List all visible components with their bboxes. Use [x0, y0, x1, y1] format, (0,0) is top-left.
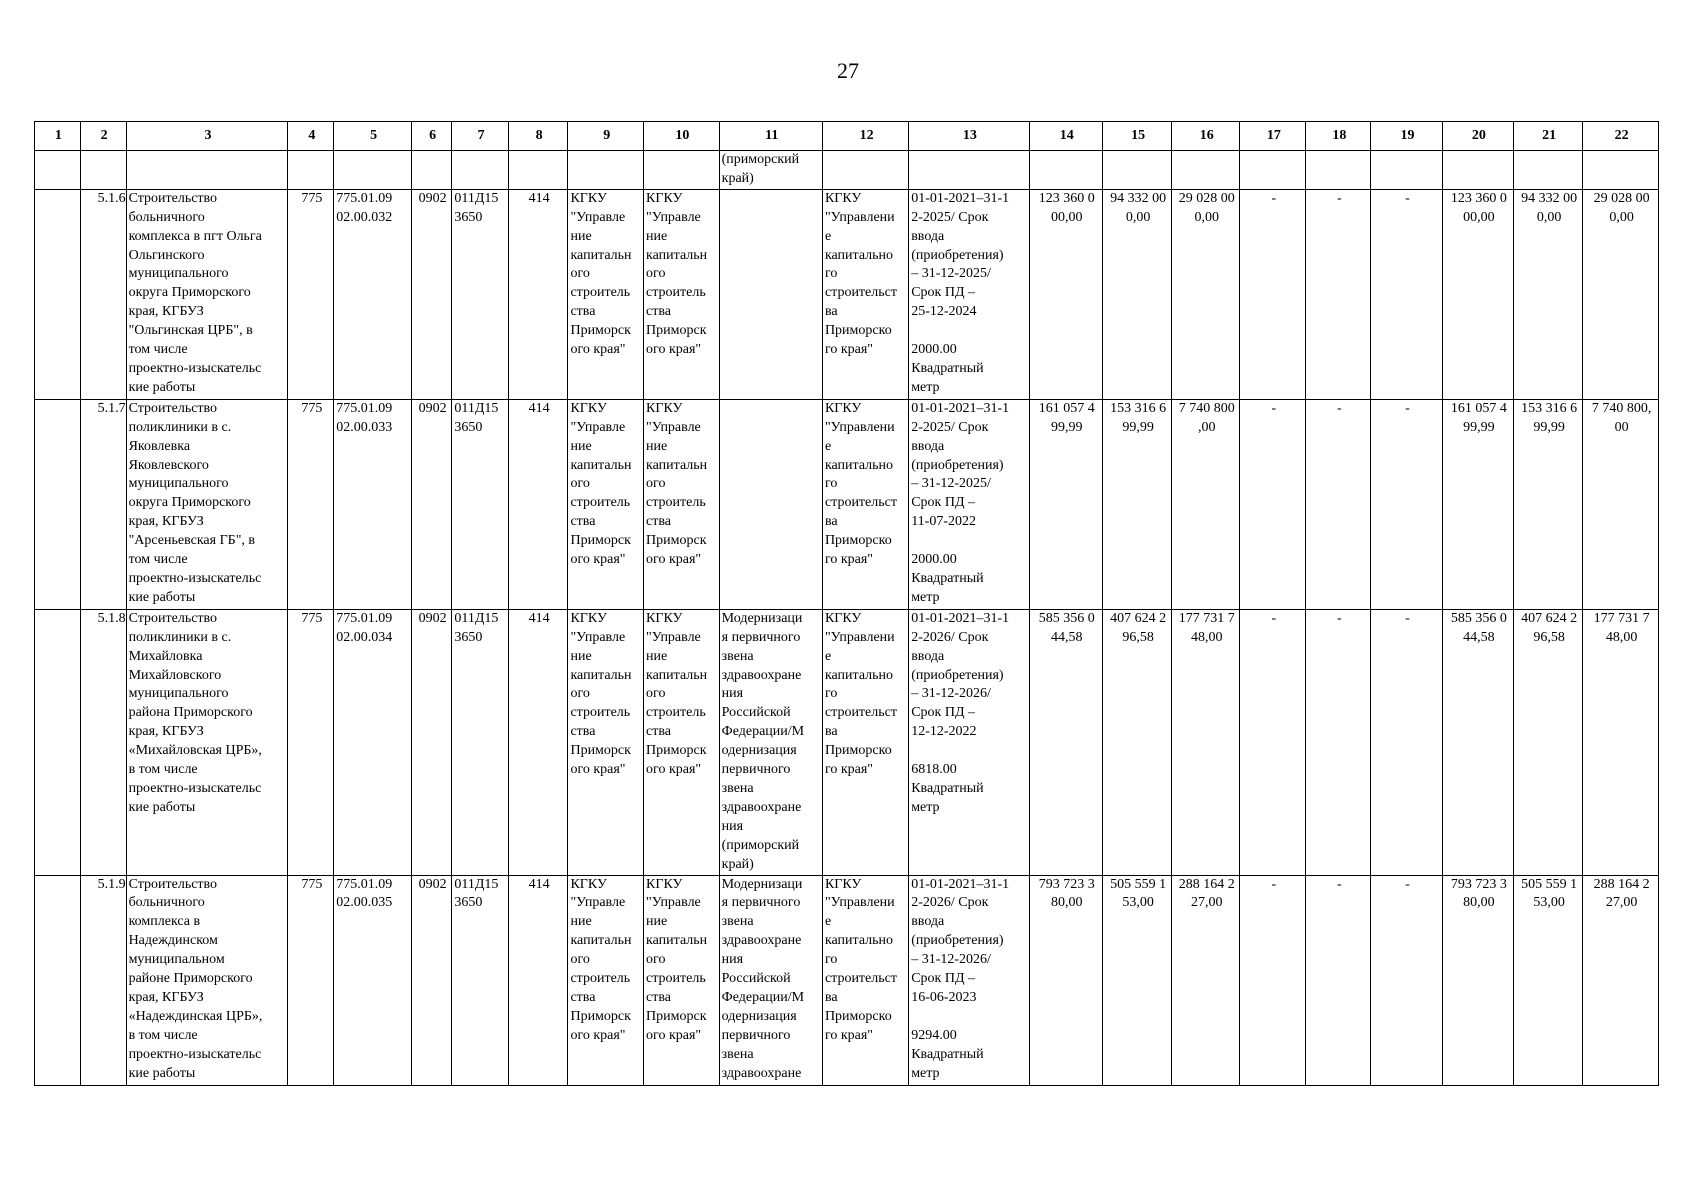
- table-cell: [411, 151, 451, 190]
- table-cell: 29 028 00 0,00: [1583, 189, 1659, 399]
- table-cell: (приморский край): [719, 151, 822, 190]
- table-cell: [126, 151, 288, 190]
- table-cell: 123 360 0 00,00: [1029, 189, 1102, 399]
- table-cell: [1029, 151, 1102, 190]
- table-cell: 288 164 2 27,00: [1583, 875, 1659, 1085]
- table-cell: Строительство поликлиники в с. Яковлевка Яковлевского муниципального округа Приморского края, КГБУЗ "Арсеньевская ГБ", в том числе проектно-изыскательс кие работы: [126, 399, 288, 609]
- table-cell: [1172, 151, 1240, 190]
- table-cell: [35, 609, 81, 875]
- column-header-18: 18: [1306, 122, 1371, 151]
- table-cell: 011Д15 3650: [452, 189, 508, 399]
- table-cell: 775: [288, 399, 334, 609]
- table-cell: -: [1240, 609, 1306, 875]
- column-header-5: 5: [334, 122, 412, 151]
- table-cell: [719, 399, 822, 609]
- table-cell: КГКУ "Управле ние капитальн ого строитель ства Приморск ого края": [568, 609, 644, 875]
- table-cell: 161 057 4 99,99: [1029, 399, 1102, 609]
- column-header-16: 16: [1172, 122, 1240, 151]
- table-cell: 01-01-2021–31-1 2-2026/ Срок ввода (приобретения) – 31-12-2026/ Срок ПД – 12-12-2022 6818.00 Квадратный метр: [909, 609, 1029, 875]
- table-cell: 5.1.6: [80, 189, 126, 399]
- table-cell: 414: [508, 399, 568, 609]
- table-cell: -: [1371, 875, 1442, 1085]
- column-header-1: 1: [35, 122, 81, 151]
- table-cell: [334, 151, 412, 190]
- table-cell: 505 559 1 53,00: [1514, 875, 1583, 1085]
- table-cell: -: [1371, 399, 1442, 609]
- table-cell: -: [1371, 609, 1442, 875]
- header-row: [35, 122, 1659, 151]
- table-cell: 414: [508, 189, 568, 399]
- table-cell: КГКУ "Управле ние капитальн ого строитель ства Приморск ого края": [644, 609, 720, 875]
- table-cell: [288, 151, 334, 190]
- column-header-10: 10: [644, 122, 720, 151]
- table-cell: [1371, 151, 1442, 190]
- table-row-continuation: [35, 151, 1659, 190]
- table-cell: 775: [288, 609, 334, 875]
- table-cell: -: [1306, 189, 1371, 399]
- table-cell: 0902: [411, 189, 451, 399]
- table-cell: [1306, 151, 1371, 190]
- table-cell: [568, 151, 644, 190]
- table-cell: 153 316 6 99,99: [1102, 399, 1171, 609]
- table-cell: 94 332 00 0,00: [1102, 189, 1171, 399]
- table-cell: [1514, 151, 1583, 190]
- table-cell: 0902: [411, 609, 451, 875]
- table-cell: 793 723 3 80,00: [1029, 875, 1102, 1085]
- table-cell: [452, 151, 508, 190]
- table-cell: 414: [508, 609, 568, 875]
- column-header-22: 22: [1583, 122, 1659, 151]
- table-cell: 123 360 0 00,00: [1442, 189, 1513, 399]
- column-header-8: 8: [508, 122, 568, 151]
- table-cell: КГКУ "Управле ние капитальн ого строитель ства Приморск ого края": [568, 875, 644, 1085]
- column-header-11: 11: [719, 122, 822, 151]
- table-cell: [822, 151, 908, 190]
- column-header-6: 6: [411, 122, 451, 151]
- table-cell: 5.1.8: [80, 609, 126, 875]
- table-row: [35, 609, 1659, 875]
- table-cell: 0902: [411, 399, 451, 609]
- table-cell: [80, 151, 126, 190]
- table-cell: 153 316 6 99,99: [1514, 399, 1583, 609]
- column-header-21: 21: [1514, 122, 1583, 151]
- table-cell: Модернизаци я первичного звена здравоохране ния Российской Федерации/М одернизация первичного звена здравоохране: [719, 875, 822, 1085]
- column-header-13: 13: [909, 122, 1029, 151]
- column-header-20: 20: [1442, 122, 1513, 151]
- table-cell: Строительство больничного комплекса в пгт Ольга Ольгинского муниципального округа Приморского края, КГБУЗ "Ольгинская ЦРБ", в том числе проектно-изыскательс кие работы: [126, 189, 288, 399]
- column-header-4: 4: [288, 122, 334, 151]
- table-row: [35, 189, 1659, 399]
- table-cell: 585 356 0 44,58: [1442, 609, 1513, 875]
- table-cell: 01-01-2021–31-1 2-2026/ Срок ввода (приобретения) – 31-12-2026/ Срок ПД – 16-06-2023 9294.00 Квадратный метр: [909, 875, 1029, 1085]
- table-cell: 288 164 2 27,00: [1172, 875, 1240, 1085]
- table-cell: 775.01.09 02.00.034: [334, 609, 412, 875]
- table-cell: 775: [288, 189, 334, 399]
- column-header-12: 12: [822, 122, 908, 151]
- table-cell: 161 057 4 99,99: [1442, 399, 1513, 609]
- table-row: [35, 875, 1659, 1085]
- table-cell: [35, 875, 81, 1085]
- column-header-19: 19: [1371, 122, 1442, 151]
- table-cell: [1102, 151, 1171, 190]
- table-cell: 414: [508, 875, 568, 1085]
- table-cell: -: [1240, 189, 1306, 399]
- table-cell: КГКУ "Управле ние капитальн ого строитель ства Приморск ого края": [644, 399, 720, 609]
- table-cell: 775: [288, 875, 334, 1085]
- table-cell: [1240, 151, 1306, 190]
- table-cell: 01-01-2021–31-1 2-2025/ Срок ввода (приобретения) – 31-12-2025/ Срок ПД – 25-12-2024 2000.00 Квадратный метр: [909, 189, 1029, 399]
- column-header-2: 2: [80, 122, 126, 151]
- table-cell: [1442, 151, 1513, 190]
- table-cell: [644, 151, 720, 190]
- table-cell: 7 740 800, 00: [1583, 399, 1659, 609]
- column-header-7: 7: [452, 122, 508, 151]
- table-cell: КГКУ "Управле ние капитальн ого строитель ства Приморск ого края": [568, 399, 644, 609]
- table-cell: 0902: [411, 875, 451, 1085]
- table-cell: [35, 189, 81, 399]
- table-cell: 775.01.09 02.00.033: [334, 399, 412, 609]
- page-number: 27: [837, 58, 859, 83]
- table-cell: 585 356 0 44,58: [1029, 609, 1102, 875]
- table-cell: Строительство поликлиники в с. Михайловка Михайловского муниципального района Приморского края, КГБУЗ «Михайловская ЦРБ», в том числе проектно-изыскательс кие работы: [126, 609, 288, 875]
- table-cell: КГКУ "Управлени е капитально го строительст ва Приморско го края": [822, 875, 908, 1085]
- table-cell: -: [1371, 189, 1442, 399]
- table-cell: 29 028 00 0,00: [1172, 189, 1240, 399]
- table-cell: КГКУ "Управле ние капитальн ого строитель ства Приморск ого края": [568, 189, 644, 399]
- table-cell: КГКУ "Управлени е капитально го строительст ва Приморско го края": [822, 189, 908, 399]
- table-cell: 011Д15 3650: [452, 875, 508, 1085]
- column-header-9: 9: [568, 122, 644, 151]
- column-header-14: 14: [1029, 122, 1102, 151]
- table-cell: [35, 399, 81, 609]
- table-cell: 011Д15 3650: [452, 609, 508, 875]
- table-cell: 5.1.9: [80, 875, 126, 1085]
- table-cell: 775.01.09 02.00.035: [334, 875, 412, 1085]
- table-cell: КГКУ "Управле ние капитальн ого строитель ства Приморск ого края": [644, 875, 720, 1085]
- table-cell: 177 731 7 48,00: [1172, 609, 1240, 875]
- table-cell: [1583, 151, 1659, 190]
- table-cell: 5.1.7: [80, 399, 126, 609]
- table-cell: [508, 151, 568, 190]
- table-cell: 011Д15 3650: [452, 399, 508, 609]
- table-cell: [719, 189, 822, 399]
- table-cell: 7 740 800 ,00: [1172, 399, 1240, 609]
- table-cell: -: [1306, 875, 1371, 1085]
- table-cell: 775.01.09 02.00.032: [334, 189, 412, 399]
- table-cell: Строительство больничного комплекса в Надеждинском муниципальном районе Приморского края, КГБУЗ «Надеждинская ЦРБ», в том числе проектно-изыскательс кие работы: [126, 875, 288, 1085]
- table-cell: КГКУ "Управле ние капитальн ого строитель ства Приморск ого края": [644, 189, 720, 399]
- table-cell: 407 624 2 96,58: [1102, 609, 1171, 875]
- table-cell: 407 624 2 96,58: [1514, 609, 1583, 875]
- column-header-15: 15: [1102, 122, 1171, 151]
- table-cell: 01-01-2021–31-1 2-2025/ Срок ввода (приобретения) – 31-12-2025/ Срок ПД – 11-07-2022 2000.00 Квадратный метр: [909, 399, 1029, 609]
- table-cell: -: [1306, 399, 1371, 609]
- table-cell: -: [1240, 875, 1306, 1085]
- table-cell: 94 332 00 0,00: [1514, 189, 1583, 399]
- table-row: [35, 399, 1659, 609]
- table-cell: КГКУ "Управлени е капитально го строительст ва Приморско го края": [822, 609, 908, 875]
- table-cell: [35, 151, 81, 190]
- table-cell: 505 559 1 53,00: [1102, 875, 1171, 1085]
- table-cell: -: [1240, 399, 1306, 609]
- budget-table: [34, 121, 1659, 1086]
- table-cell: Модернизаци я первичного звена здравоохране ния Российской Федерации/М одернизация первичного звена здравоохране ния (приморский край): [719, 609, 822, 875]
- table-cell: КГКУ "Управлени е капитально го строительст ва Приморско го края": [822, 399, 908, 609]
- table-cell: 793 723 3 80,00: [1442, 875, 1513, 1085]
- table-cell: [909, 151, 1029, 190]
- table-cell: -: [1306, 609, 1371, 875]
- table-cell: 177 731 7 48,00: [1583, 609, 1659, 875]
- column-header-17: 17: [1240, 122, 1306, 151]
- column-header-3: 3: [126, 122, 288, 151]
